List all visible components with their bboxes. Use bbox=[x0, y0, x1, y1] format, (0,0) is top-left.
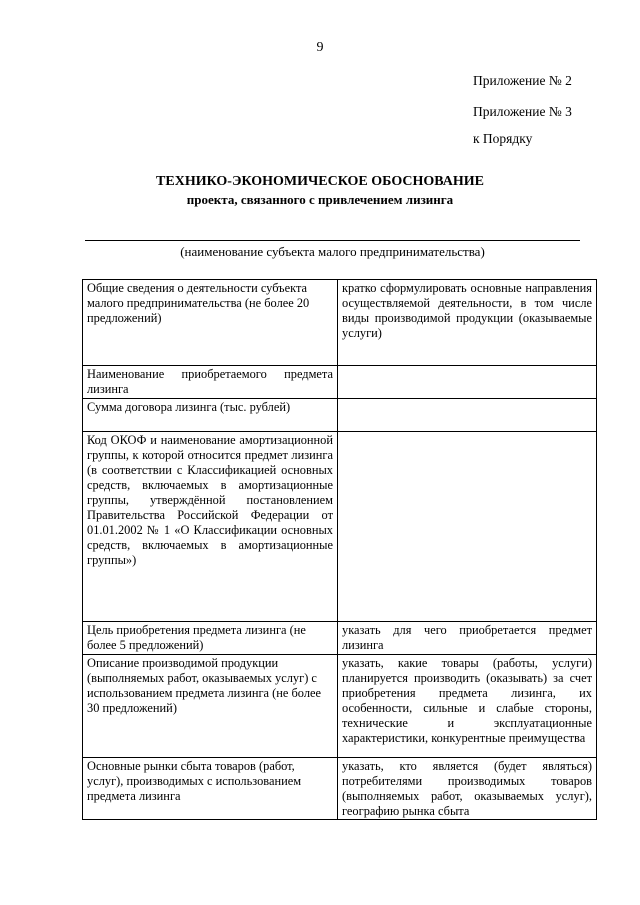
row-instruction bbox=[338, 399, 597, 432]
table-row bbox=[83, 655, 597, 758]
row-instruction: указать, кто является (будет являться) потребителями производимых товаров (выполняемых работ, оказываемых услуг), географию рынка сбыта bbox=[338, 758, 597, 820]
page-number: 9 bbox=[316, 40, 324, 55]
table-row bbox=[83, 622, 597, 655]
table-row bbox=[83, 758, 597, 820]
appendix-3-label: Приложение № 3 bbox=[473, 104, 572, 119]
to-order-label: к Порядку bbox=[473, 131, 533, 146]
table-row bbox=[83, 280, 597, 366]
feasibility-table bbox=[82, 279, 597, 820]
row-label: Основные рынки сбыта товаров (работ, услуг), производимых с использованием предмета лизинга bbox=[83, 758, 338, 820]
row-instruction bbox=[338, 366, 597, 399]
row-instruction: кратко сформулировать основные направления осуществляемой деятельности, в том числе виды производимой продукции (оказываемые услуги) bbox=[338, 280, 597, 366]
entity-name-caption: (наименование субъекта малого предпринимательства) bbox=[180, 244, 485, 259]
row-instruction: указать, какие товары (работы, услуги) планируется производить (оказывать) за счет приобретения предмета лизинга, их особенности, сильные и слабые стороны, технические и эксплуатационные характеристики, конкурентные преимущества bbox=[338, 655, 597, 758]
row-label: Сумма договора лизинга (тыс. рублей) bbox=[83, 399, 338, 432]
row-instruction: указать для чего приобретается предмет лизинга bbox=[338, 622, 597, 655]
entity-name-line bbox=[85, 240, 580, 241]
row-instruction bbox=[338, 432, 597, 622]
table-row bbox=[83, 432, 597, 622]
document-subtitle: проекта, связанного с привлечением лизинга bbox=[186, 192, 454, 207]
table-row bbox=[83, 366, 597, 399]
appendix-2-label: Приложение № 2 bbox=[473, 73, 572, 88]
row-label: Общие сведения о деятельности субъекта малого предпринимательства (не более 20 предложений) bbox=[83, 280, 338, 366]
table-row bbox=[83, 399, 597, 432]
row-label: Наименование приобретаемого предмета лизинга bbox=[83, 366, 338, 399]
row-label: Код ОКОФ и наименование амортизационной группы, к которой относится предмет лизинга (в соответствии с Классификацией основных средств, включаемых в амортизационные группы, утверждённой постановлением Правительства Российской Федерации от 01.01.2002 № 1 «О Классификации основных средств, включаемых в амортизационные группы») bbox=[83, 432, 338, 622]
row-label: Цель приобретения предмета лизинга (не более 5 предложений) bbox=[83, 622, 338, 655]
row-label: Описание производимой продукции (выполняемых работ, оказываемых услуг) с использованием предмета лизинга (не более 30 предложений) bbox=[83, 655, 338, 758]
document-title: ТЕХНИКО-ЭКОНОМИЧЕСКОЕ ОБОСНОВАНИЕ bbox=[156, 174, 484, 189]
